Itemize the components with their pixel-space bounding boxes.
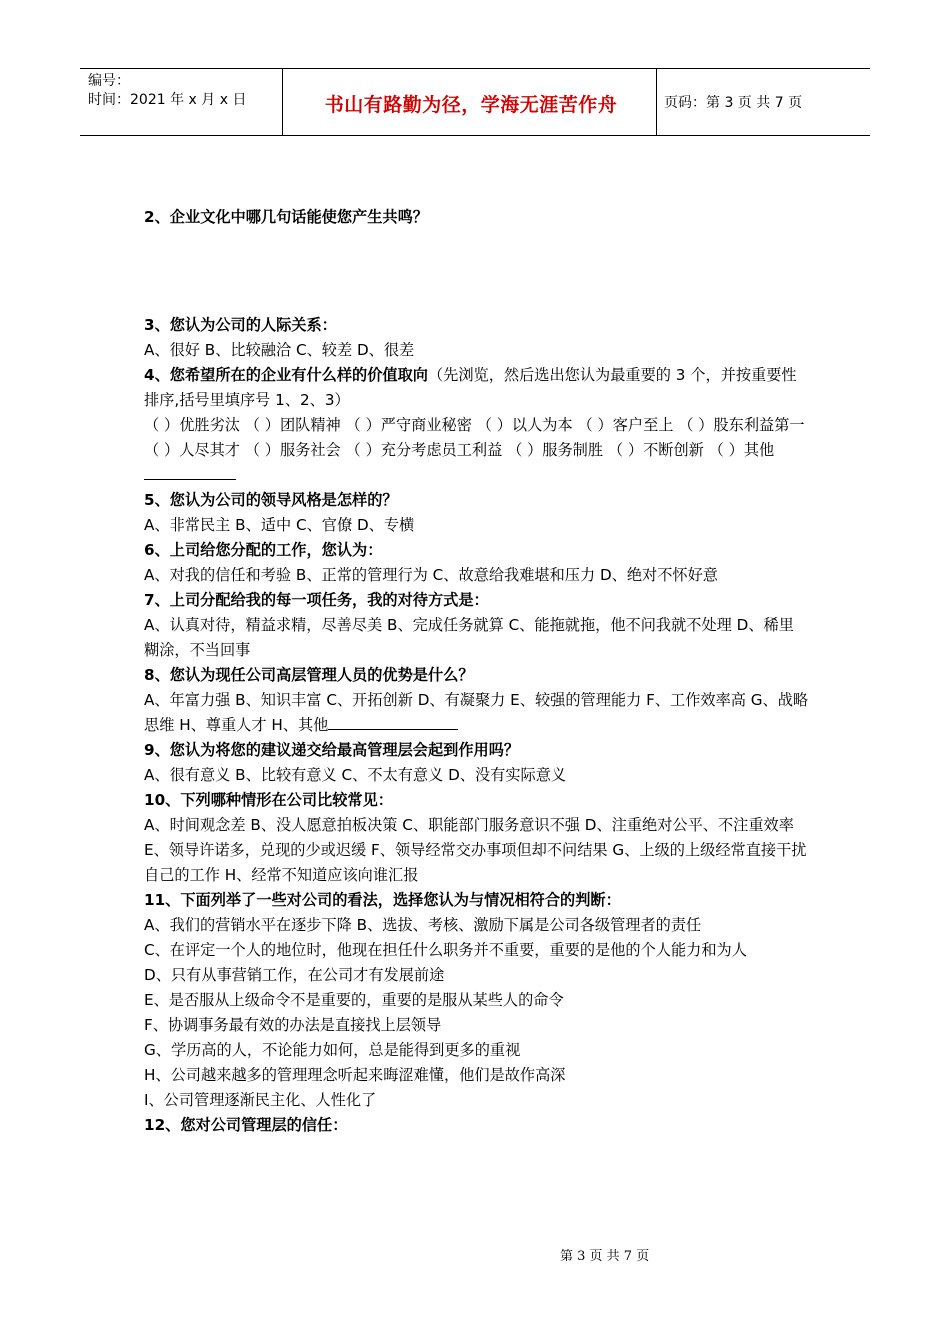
question-4-options	[144, 413, 809, 488]
question-11-option-e: E、是否服从上级命令不是重要的，重要的是服从某些人的命令	[144, 991, 564, 1009]
page-footer: 第 3 页 共 7 页	[560, 1249, 650, 1264]
question-4-title: 4、您希望所在的企业有什么样的价值取向	[144, 366, 428, 384]
question-9-options: A、很有意义 B、比较有意义 C、不太有意义 D、没有实际意义	[144, 766, 567, 784]
question-3: 3、您认为公司的人际关系：	[144, 316, 337, 334]
header-page-number: 页码：第 3 页 共 7 页	[664, 95, 803, 111]
fill-in-blank[interactable]	[328, 713, 458, 730]
answer-space	[144, 230, 809, 313]
header-divider-right	[656, 68, 657, 136]
page-header	[80, 68, 870, 136]
question-10: 10、下列哪种情形在公司比较常见：	[144, 791, 393, 809]
question-8-options	[144, 688, 809, 738]
question-11-option-a-b: A、我们的营销水平在逐步下降 B、选拔、考核、激励下属是公司各级管理者的责任	[144, 916, 702, 934]
question-11: 11、下面列举了一些对公司的看法，选择您认为与情况相符合的判断：	[144, 891, 621, 909]
question-9: 9、您认为将您的建议递交给最高管理层会起到作用吗？	[144, 741, 520, 759]
question-5-options: A、非常民主 B、适中 C、官僚 D、专横	[144, 516, 415, 534]
question-5: 5、您认为公司的领导风格是怎样的？	[144, 491, 398, 509]
question-7-options: A、认真对待，精益求精，尽善尽美 B、完成任务就算 C、能拖就拖，他不问我就不处理 D、稀里糊涂，不当回事	[144, 616, 794, 659]
question-7: 7、上司分配给我的每一项任务，我的对待方式是：	[144, 591, 489, 609]
question-2: 2、企业文化中哪几句话能使您产生共鸣？	[144, 208, 428, 226]
document-date: 时间：2021 年 x 月 x 日	[88, 92, 247, 108]
question-8-option-text: A、年富力强 B、知识丰富 C、开拓创新 D、有凝聚力 E、较强的管理能力 F、工作效率高 G、战略思维 H、尊重人才 H、其他	[144, 691, 809, 734]
question-11-option-i: I、公司管理逐渐民主化、人性化了	[144, 1091, 377, 1109]
question-11-option-f: F、协调事务最有效的办法是直接找上层领导	[144, 1016, 442, 1034]
question-12: 12、您对公司管理层的信任：	[144, 1116, 348, 1134]
question-4-note: （先浏览，然后选出您认为最重要的 3 个，并按重要性排序,括号里填序号 1、2、3）	[144, 366, 797, 409]
question-6-options: A、对我的信任和考验 B、正常的管理行为 C、故意给我难堪和压力 D、绝对不怀好意	[144, 566, 718, 584]
question-11-option-g: G、学历高的人，不论能力如何，总是能得到更多的重视	[144, 1041, 521, 1059]
question-10-options: A、时间观念差 B、没人愿意拍板决策 C、职能部门服务意识不强 D、注重绝对公平、不注重效率 E、领导许诺多，兑现的少或迟缓 F、领导经常交办事项但却不问结果 G、上级的上级经常直接干扰自己的工作 H、经常不知道应该向谁汇报	[144, 816, 807, 884]
document-number: 编号：	[88, 73, 130, 89]
question-8: 8、您认为现任公司高层管理人员的优势是什么？	[144, 666, 474, 684]
question-11-option-d: D、只有从事营销工作，在公司才有发展前途	[144, 966, 445, 984]
header-top-rule	[80, 68, 870, 69]
header-motto: 书山有路勤为径，学海无涯苦作舟	[324, 94, 618, 116]
header-divider-left	[282, 68, 283, 136]
header-bottom-rule	[80, 135, 870, 136]
question-11-option-c: C、在评定一个人的地位时，他现在担任什么职务并不重要，重要的是他的个人能力和为人	[144, 941, 747, 959]
survey-content	[144, 205, 809, 1138]
fill-in-blank[interactable]	[144, 463, 236, 480]
question-11-option-h: H、公司越来越多的管理理念听起来晦涩难懂，他们是故作高深	[144, 1066, 566, 1084]
question-6: 6、上司给您分配的工作，您认为：	[144, 541, 383, 559]
question-3-options: A、很好 B、比较融洽 C、较差 D、很差	[144, 341, 415, 359]
question-4	[144, 363, 809, 413]
question-4-option-text: （ ）优胜劣汰 （ ）团队精神 （ ）严守商业秘密 （ ）以人为本 （ ）客户至上 （ ）股东利益第一 （ ）人尽其才 （ ）服务社会 （ ）充分考虑员工利益 （ ）服务制胜 （ ）不断创新 （ ）其他	[144, 416, 805, 459]
